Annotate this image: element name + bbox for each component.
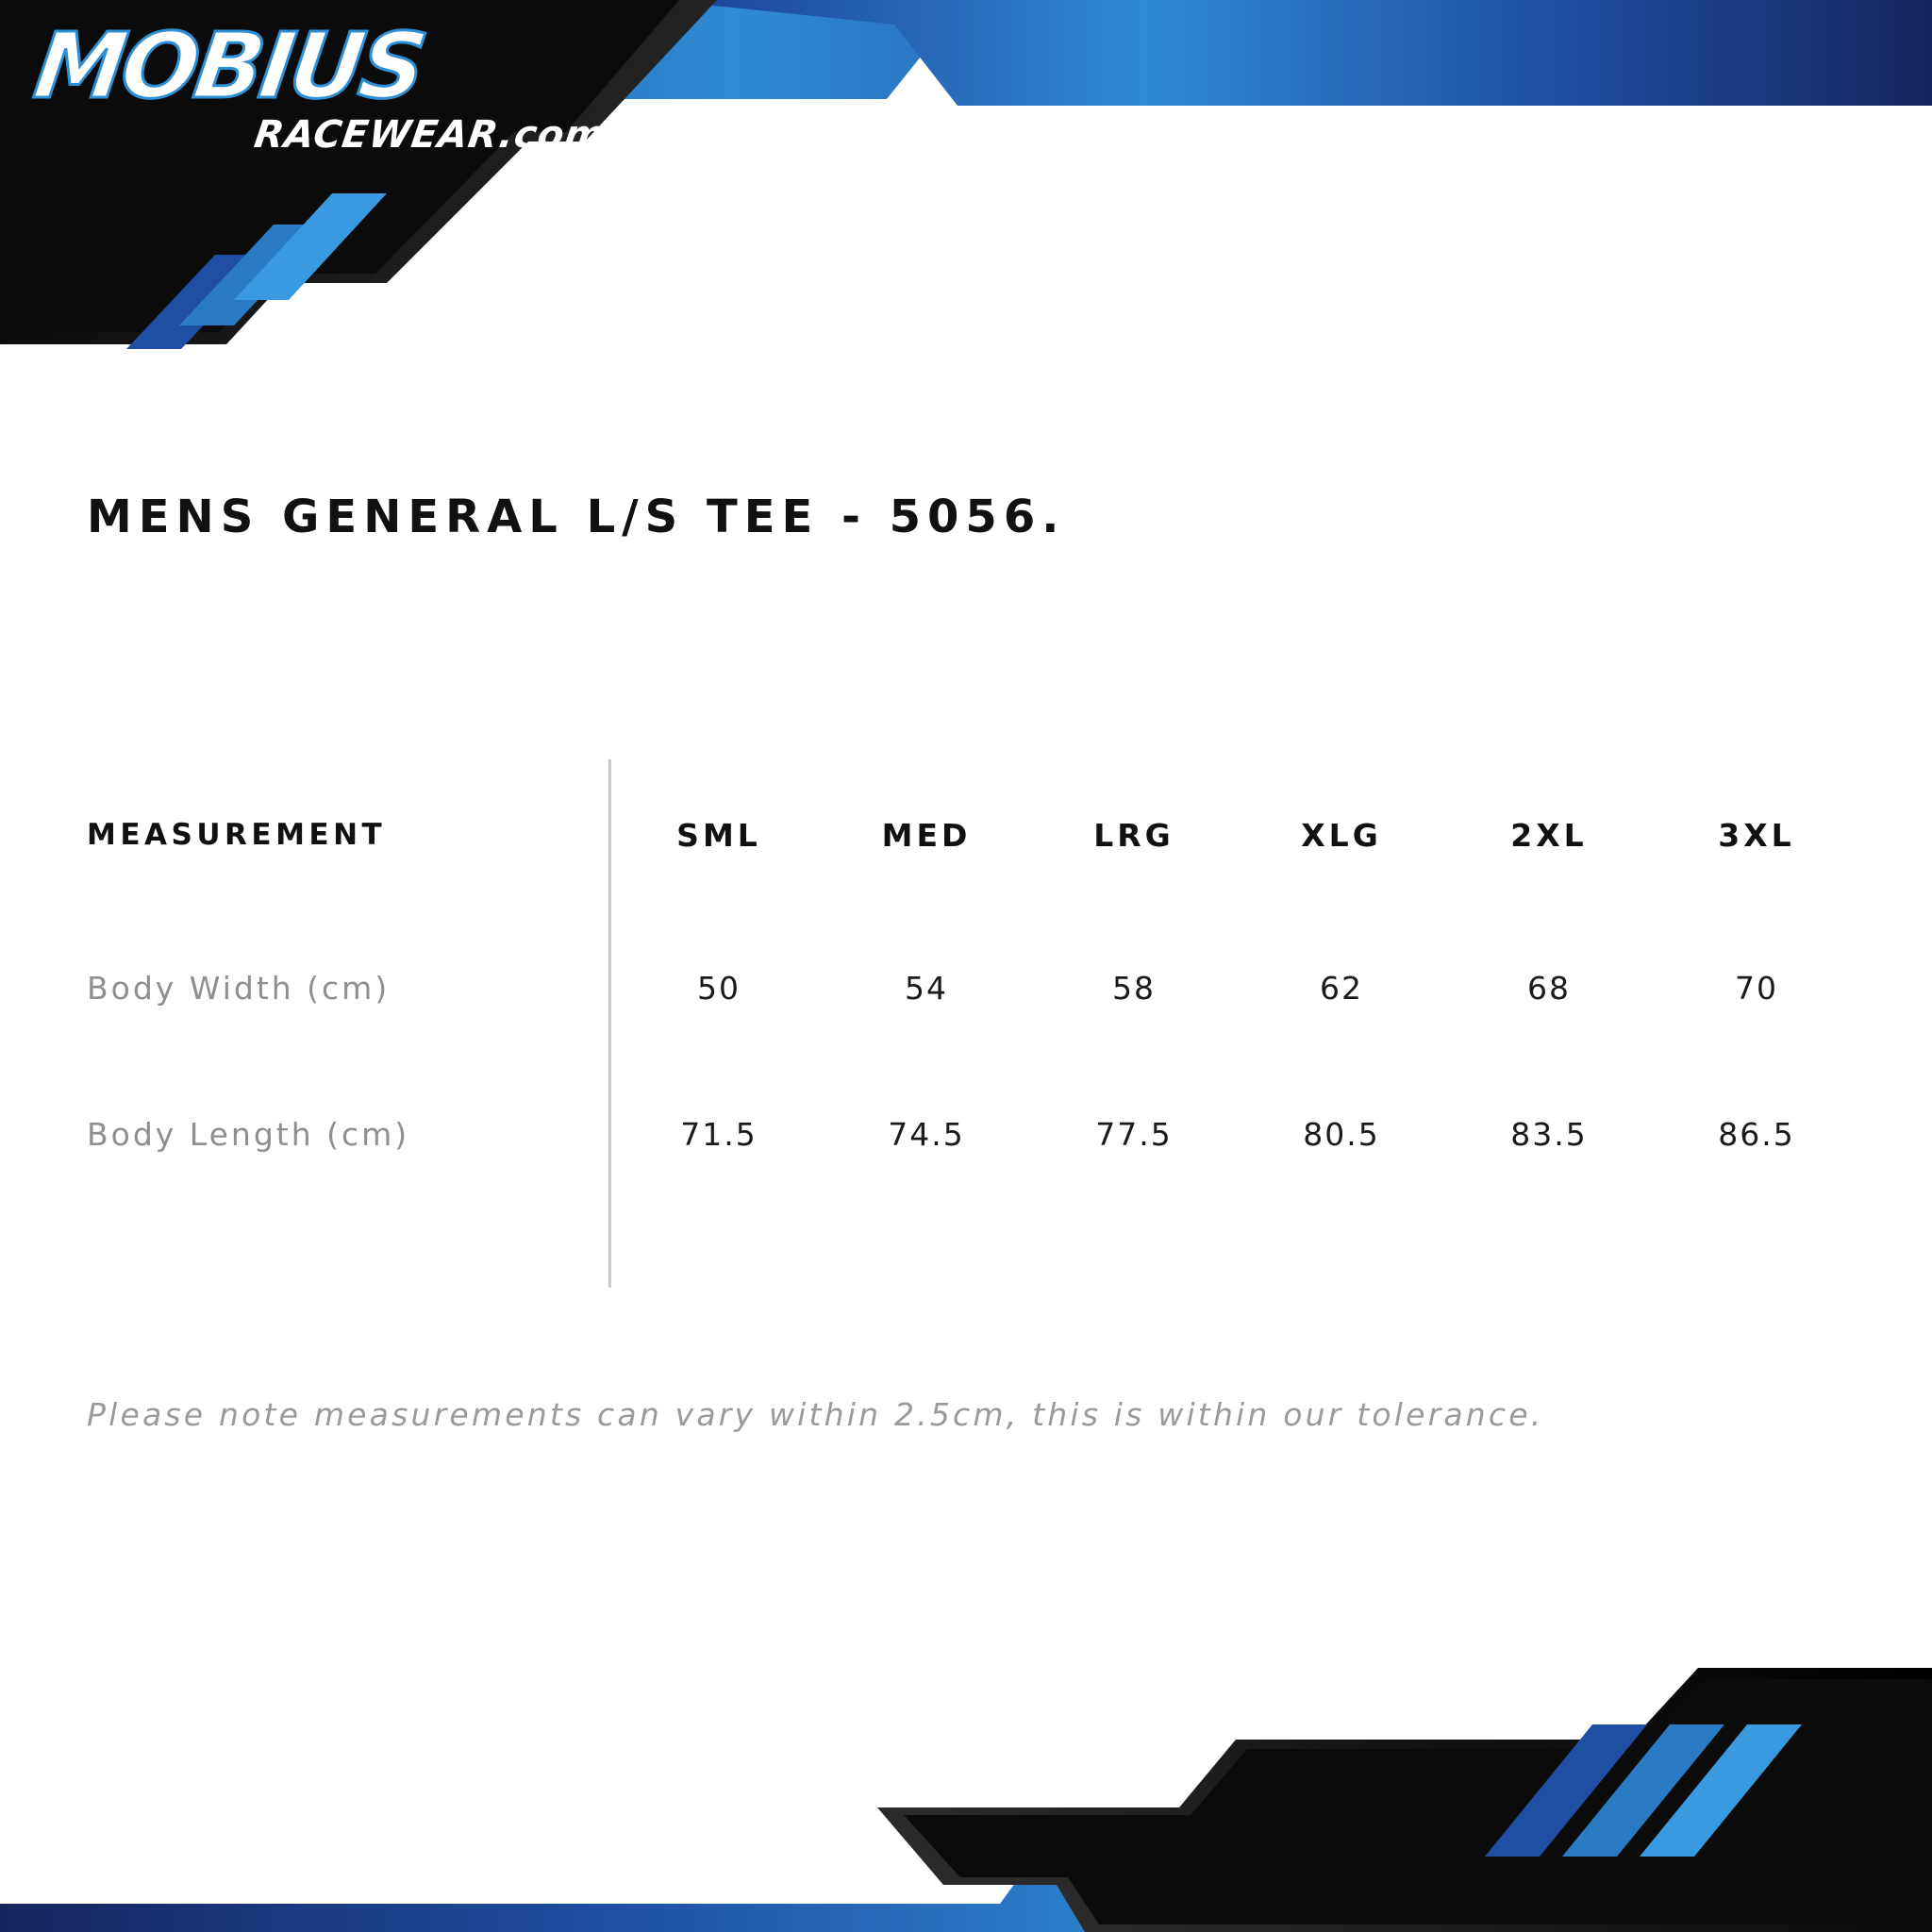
tolerance-note: Please note measurements can vary within 2.5cm, this is within our tolerance. (87, 1396, 1544, 1433)
column-header-3xl: 3XL (1718, 816, 1795, 854)
page-title: MENS GENERAL L/S TEE - 5056. (87, 491, 1066, 543)
column-header-2xl: 2XL (1510, 816, 1588, 854)
column-header-measurement: MEASUREMENT (87, 818, 387, 852)
brand-logo-sub: RACEWEAR.com (251, 113, 608, 157)
table-row (87, 1061, 1860, 1208)
cell-body-width-xlg: 62 (1320, 970, 1363, 1007)
table-header-row (87, 755, 1860, 915)
brand-logo (28, 13, 640, 172)
column-header-lrg: LRG (1093, 816, 1174, 854)
table-header (87, 755, 1860, 915)
cell-body-length-2xl: 83.5 (1510, 1116, 1588, 1153)
cell-body-length-med: 74.5 (888, 1116, 965, 1153)
bottom-banner-graphic (0, 1441, 1932, 1932)
column-header-xlg: XLG (1301, 816, 1382, 854)
size-chart-table (87, 755, 1860, 1208)
row-label-body-width: Body Width (cm) (87, 970, 391, 1007)
cell-body-length-3xl: 86.5 (1718, 1116, 1795, 1153)
cell-body-length-xlg: 80.5 (1303, 1116, 1380, 1153)
column-header-sml: SML (676, 816, 761, 854)
cell-body-width-lrg: 58 (1112, 970, 1156, 1007)
cell-body-length-lrg: 77.5 (1095, 1116, 1173, 1153)
row-label-body-length: Body Length (cm) (87, 1116, 410, 1153)
column-header-med: MED (881, 816, 972, 854)
table-row (87, 915, 1860, 1061)
cell-body-width-sml: 50 (697, 970, 741, 1007)
cell-body-width-3xl: 70 (1735, 970, 1778, 1007)
top-banner (0, 0, 1932, 453)
table-body (87, 915, 1860, 1208)
bottom-banner (0, 1441, 1932, 1932)
cell-body-width-med: 54 (905, 970, 948, 1007)
brand-logo-main: MOBIUS (28, 13, 429, 119)
cell-body-length-sml: 71.5 (680, 1116, 758, 1153)
cell-body-width-2xl: 68 (1527, 970, 1571, 1007)
